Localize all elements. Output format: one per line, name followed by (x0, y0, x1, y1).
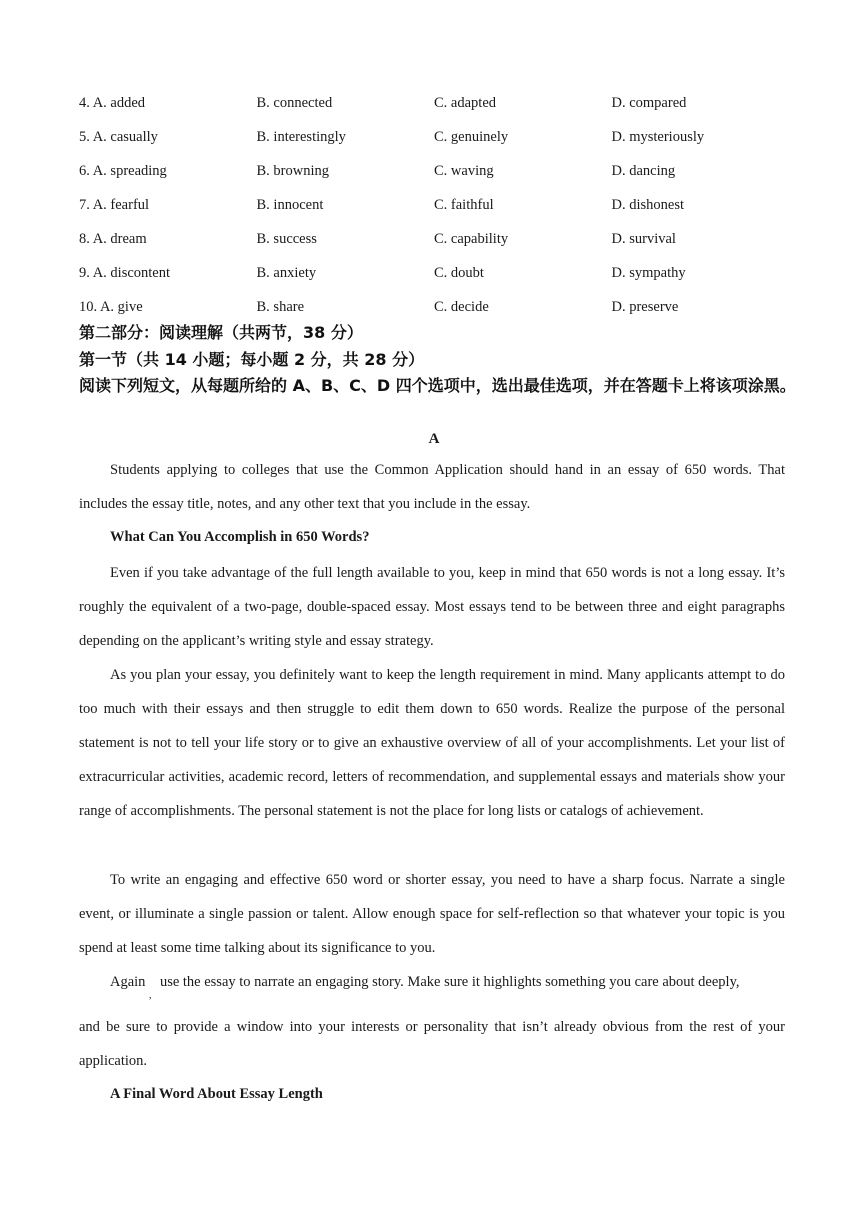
option-row (79, 222, 819, 256)
option-row (79, 154, 819, 188)
stray-comma: , (149, 990, 152, 1001)
paragraph-text: As you plan your essay, you definitely want to keep the length requirement in mind. Many applicants attempt to do too much with their essays and then struggle to edit them down to 650 words. Realize the purpose of the personal statement is not to tell your life story or to give an exhaustive overview of all of your accomplishments. Let your list of extracurricular activities, academic record, letters of recommendation, and supplemental essays and materials show your range of accomplishments. The personal statement is not the place for long lists or catalogs of achievement. (79, 667, 785, 819)
paragraph-5-line-1 (79, 965, 785, 999)
option-c: C. faithful (434, 196, 494, 213)
section-one-heading: 第一节（共 14 小题；每小题 2 分，共 28 分） (79, 350, 425, 369)
option-b: B. share (256, 298, 305, 315)
option-b: B. interestingly (256, 128, 346, 145)
option-d: D. compared (611, 94, 687, 111)
option-row (79, 86, 819, 120)
subheading-accomplish: What Can You Accomplish in 650 Words? (110, 529, 370, 545)
option-b: B. browning (256, 162, 329, 179)
paragraph-5-continued: and be sure to provide a window into your interests or personality that isn’t already obvious from the rest of your application. (79, 1019, 785, 1069)
option-a: 10. A. give (79, 298, 143, 315)
paragraph-first-word: Again (110, 974, 146, 990)
option-b: B. innocent (256, 196, 324, 213)
option-a: 7. A. fearful (79, 196, 150, 213)
option-d: D. sympathy (611, 264, 686, 281)
option-row (79, 256, 819, 290)
paragraph-1 (79, 453, 785, 521)
option-row (79, 120, 819, 154)
paragraph-text: To write an engaging and effective 650 word or shorter essay, you need to have a sharp focus. Narrate a single event, or illuminate a single passion or talent. Allow enough space for self-reflection so that whatever your topic is you spend at least some time talking about its significance to you. (79, 872, 785, 956)
option-a: 4. A. added (79, 94, 146, 111)
option-a: 6. A. spreading (79, 162, 167, 179)
option-d: D. dishonest (611, 196, 684, 213)
option-c: C. capability (434, 230, 509, 247)
passage-label: A (428, 431, 440, 447)
option-row (79, 290, 819, 324)
option-a: 8. A. dream (79, 230, 147, 247)
answer-options-table (79, 86, 819, 324)
option-c: C. waving (434, 162, 494, 179)
option-c: C. decide (434, 298, 489, 315)
option-row (79, 188, 819, 222)
option-d: D. dancing (611, 162, 676, 179)
option-a: 5. A. casually (79, 128, 158, 145)
paragraph-2 (79, 556, 785, 658)
paragraph-text: Even if you take advantage of the full length available to you, keep in mind that 650 words is not a long essay. It’s roughly the equivalent of a two-page, double-spaced essay. Most essays tend to be between three and eight paragraphs depending on the applicant’s writing style and essay strategy. (79, 565, 785, 649)
option-d: D. mysteriously (611, 128, 705, 145)
option-b: B. anxiety (256, 264, 317, 281)
option-d: D. preserve (611, 298, 679, 315)
paragraph-4 (79, 863, 785, 965)
subheading-final-word: A Final Word About Essay Length (110, 1086, 323, 1102)
option-c: C. genuinely (434, 128, 509, 145)
option-a: 9. A. discontent (79, 264, 171, 281)
option-d: D. survival (611, 230, 676, 247)
paragraph-text: Students applying to colleges that use the Common Application should hand in an essay of 650 words. That includes the essay title, notes, and any other text that you include in the essay. (79, 462, 785, 512)
option-c: C. adapted (434, 94, 497, 111)
option-b: B. connected (256, 94, 333, 111)
reading-instruction: 阅读下列短文，从每题所给的 A、B、C、D 四个选项中，选出最佳选项，并在答题卡上将该项涂黑。 (79, 376, 796, 395)
option-b: B. success (256, 230, 317, 247)
part-two-heading: 第二部分：阅读理解（共两节，38 分） (79, 323, 363, 342)
paragraph-3 (79, 658, 785, 828)
option-c: C. doubt (434, 264, 484, 281)
paragraph-text: use the essay to narrate an engaging story. Make sure it highlights something you care about deeply, (159, 974, 740, 990)
